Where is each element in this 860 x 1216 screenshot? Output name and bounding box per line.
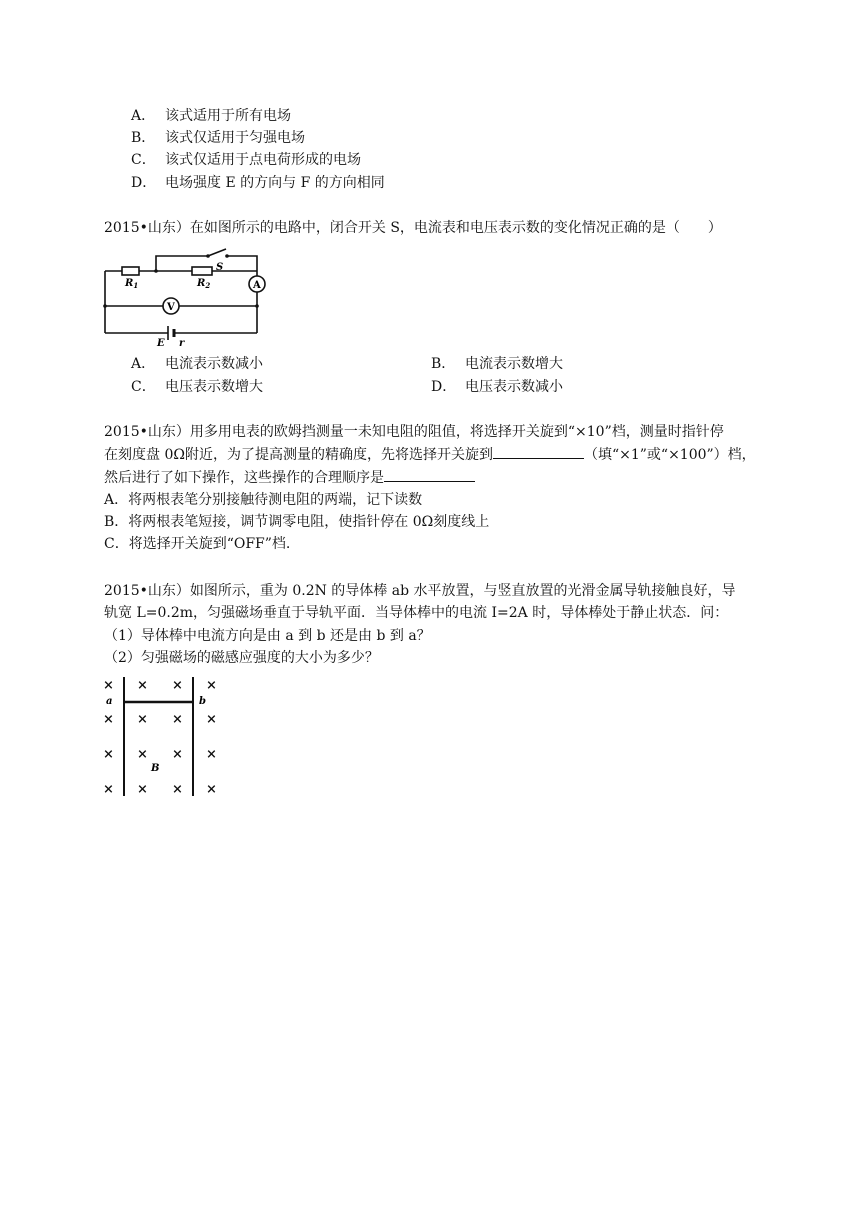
- answer-blank-2[interactable]: [384, 467, 475, 482]
- field-cross: ×: [206, 747, 217, 762]
- q3-step-c: C．将选择开关旋到“OFF”档.: [104, 536, 291, 552]
- r1-label: $R_1$: [125, 278, 139, 290]
- option-letter: B．: [131, 130, 156, 146]
- answer-blank-1[interactable]: [493, 444, 584, 459]
- q2-option-d: [431, 376, 563, 396]
- point-b-label: b: [199, 696, 206, 707]
- resistor-r1: [122, 267, 139, 275]
- ammeter-label: A: [253, 280, 261, 291]
- option-letter: C．: [131, 152, 156, 168]
- option-letter: D．: [431, 379, 457, 395]
- option-text: 该式仅适用于匀强电场: [165, 130, 305, 146]
- field-cross: ×: [137, 782, 148, 797]
- voltmeter-label: V: [167, 302, 175, 313]
- field-cross: ×: [137, 747, 148, 762]
- q4-line-1: 2015•山东）如图所示，重为 0.2N 的导体棒 ab 水平放置，与竖直放置的光滑金属导轨接触良好，导: [104, 583, 736, 599]
- internal-resistance-label: r: [179, 338, 185, 349]
- option-text: 电场强度 E 的方向与 F 的方向相同: [165, 175, 385, 191]
- field-cross: ×: [103, 678, 114, 693]
- q1-option-c: [131, 149, 361, 169]
- q2-option-c: [131, 376, 263, 396]
- q3-line-1: 2015•山东）用多用电表的欧姆挡测量一未知电阻的阻值，将选择开关旋到“×10”档，测量时指针停: [104, 424, 724, 440]
- field-cross: ×: [103, 712, 114, 727]
- option-text: 电压表示数减小: [465, 379, 563, 395]
- q3-line-3: [104, 467, 475, 487]
- q2-option-a: [131, 353, 263, 373]
- switch-label: S: [216, 262, 224, 273]
- r2-label: $R_2$: [197, 278, 211, 290]
- q1-option-d: [131, 172, 385, 192]
- q3-line-2: [104, 444, 756, 464]
- field-cross: ×: [172, 747, 183, 762]
- field-cross: ×: [137, 712, 148, 727]
- option-text: 该式仅适用于点电荷形成的电场: [165, 152, 361, 168]
- option-text: 电流表示数减小: [165, 356, 263, 372]
- q4-sub-question-1: （1）导体棒中电流方向是由 a 到 b 还是由 b 到 a？: [104, 628, 431, 644]
- q3-line-2-post: （填“×1”或“×100”）档，: [583, 447, 756, 463]
- point-a-label: a: [106, 696, 113, 707]
- field-cross: ×: [206, 678, 217, 693]
- field-cross: ×: [172, 712, 183, 727]
- field-cross: ×: [103, 782, 114, 797]
- circuit-diagram: [100, 244, 270, 349]
- option-text: 电压表示数增大: [165, 379, 263, 395]
- q1-option-b: [131, 127, 305, 147]
- field-b-label: B: [151, 763, 160, 774]
- q3-step-a: A．将两根表笔分别接触待测电阻的两端，记下读数: [104, 492, 423, 508]
- q2-stem: 2015•山东）在如图所示的电路中，闭合开关 S，电流表和电压表示数的变化情况正确的是（ ）: [104, 220, 722, 236]
- option-letter: B．: [431, 356, 456, 372]
- q3-line-2-pre: 在刻度盘 0Ω附近，为了提高测量的精确度，先将选择开关旋到: [104, 447, 493, 463]
- option-letter: D．: [131, 175, 157, 191]
- option-letter: A．: [131, 356, 156, 372]
- field-cross: ×: [206, 782, 217, 797]
- q3-step-b: B．将两根表笔短接，调节调零电阻，使指针停在 0Ω刻度线上: [104, 514, 490, 530]
- q3-line-3-text: 然后进行了如下操作，这些操作的合理顺序是: [104, 470, 384, 486]
- q2-option-b: [431, 353, 563, 373]
- field-cross: ×: [137, 678, 148, 693]
- option-letter: C．: [131, 379, 156, 395]
- emf-label: E: [157, 338, 165, 349]
- option-text: 该式适用于所有电场: [165, 108, 291, 124]
- field-cross: ×: [172, 678, 183, 693]
- q4-line-2: 轨宽 L=0.2m，匀强磁场垂直于导轨平面．当导体棒中的电流 I=2A 时，导体棒处于静止状态．问：: [104, 605, 729, 621]
- field-cross: ×: [206, 712, 217, 727]
- option-letter: A．: [131, 108, 156, 124]
- magnetic-field-diagram: [100, 672, 225, 800]
- field-cross: ×: [172, 782, 183, 797]
- q4-sub-question-2: （2）匀强磁场的磁感应强度的大小为多少？: [104, 650, 379, 666]
- q1-option-a: [131, 105, 291, 125]
- field-cross: ×: [103, 747, 114, 762]
- resistor-r2: [192, 267, 212, 275]
- switch-blade: [208, 249, 226, 256]
- switch-wire-left: [156, 256, 208, 271]
- option-text: 电流表示数增大: [465, 356, 563, 372]
